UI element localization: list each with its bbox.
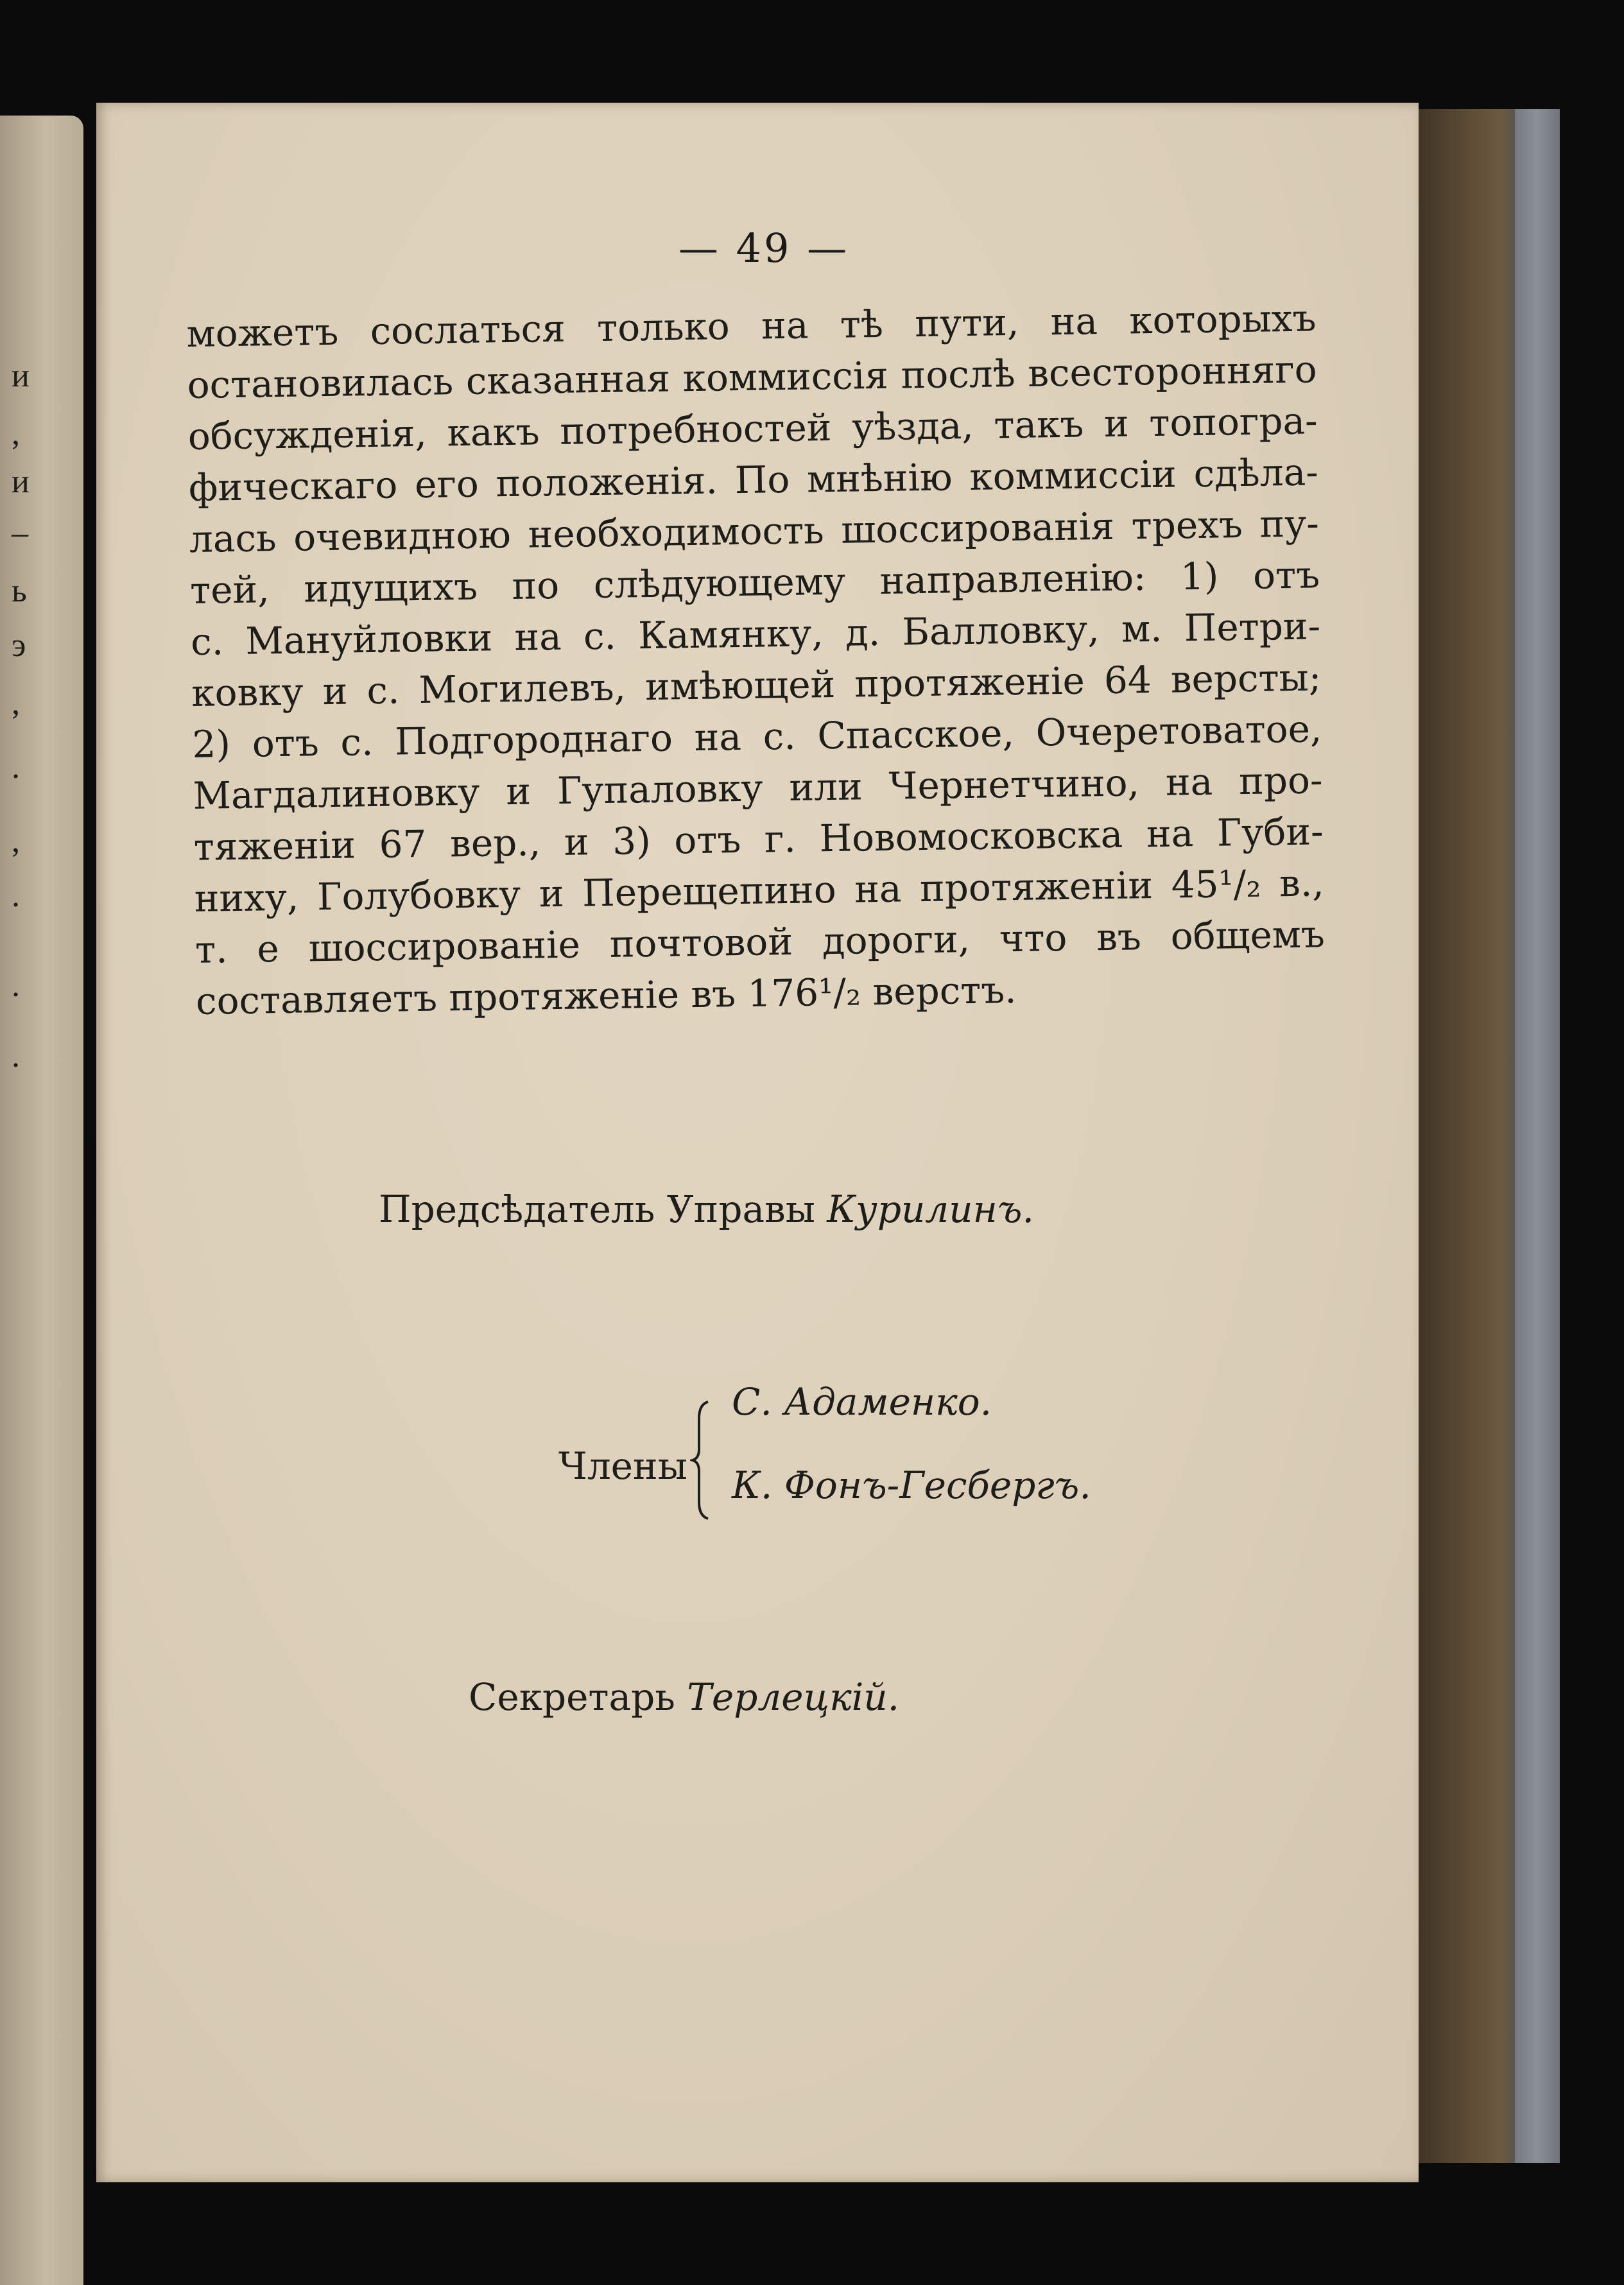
page-number: — 49 — bbox=[678, 225, 850, 272]
previous-page-text-fragment: э bbox=[12, 627, 26, 664]
previous-page-text-fragment: и bbox=[12, 358, 30, 394]
previous-page-edge bbox=[0, 116, 83, 2285]
previous-page-text-fragment: . bbox=[12, 967, 20, 1004]
secretary-signature bbox=[469, 1675, 899, 1719]
text-line: ковку и с. Могилевъ, имѣющей протяженіе 64 версты; bbox=[191, 655, 1322, 715]
text-line: тяженіи 67 вер., и 3) отъ г. Новомосковска на Губи- bbox=[193, 809, 1324, 869]
book-cover-edge bbox=[1515, 109, 1560, 2163]
text-line: лась очевидною необходимость шоссированія трехъ пу- bbox=[189, 501, 1320, 561]
text-line: остановилась сказанная коммиссія послѣ всесторонняго bbox=[187, 347, 1317, 407]
text-line: с. Мануйловки на с. Камянку, д. Балловку, м. Петри- bbox=[190, 604, 1321, 664]
chairman-name: Курилинъ. bbox=[827, 1187, 1034, 1231]
previous-page-text-fragment: и bbox=[12, 463, 30, 500]
book-page bbox=[96, 103, 1419, 2182]
secretary-name: Терлецкій. bbox=[687, 1675, 900, 1719]
member-name: К. Фонъ-Гесбергъ. bbox=[732, 1463, 1091, 1507]
curly-brace-icon bbox=[690, 1399, 716, 1521]
text-line: 2) отъ с. Подгороднаго на с. Спасское, Очеретоватое, bbox=[192, 707, 1322, 766]
body-paragraph bbox=[186, 292, 1326, 1026]
text-line: ниху, Голубовку и Перещепино на протяженіи 45¹/₂ в., bbox=[194, 861, 1325, 920]
previous-page-text-fragment: , bbox=[12, 415, 20, 452]
previous-page-text-fragment: . bbox=[12, 1038, 20, 1074]
book-page-edges bbox=[1412, 109, 1560, 2163]
text-line: Магдалиновку и Гупаловку или Чернетчино, на про- bbox=[193, 758, 1323, 818]
text-line: фическаго его положенія. По мнѣнію коммиссіи сдѣла- bbox=[188, 450, 1319, 510]
text-line: обсужденія, какъ потребностей уѣзда, такъ и топогра- bbox=[187, 399, 1318, 458]
chairman-title: Предсѣдатель Управы bbox=[379, 1187, 815, 1231]
previous-page-text-fragment: . bbox=[12, 877, 20, 914]
text-line: составляетъ протяженіе въ 176¹/₂ верстъ. bbox=[195, 968, 1017, 1023]
chairman-signature bbox=[379, 1187, 1034, 1231]
text-line: тей, идущихъ по слѣдующему направленію: 1) отъ bbox=[189, 553, 1320, 612]
previous-page-text-fragment: ь bbox=[12, 573, 27, 609]
previous-page-text-fragment: , bbox=[12, 685, 20, 721]
secretary-title: Секретарь bbox=[469, 1675, 675, 1719]
members-label: Члены bbox=[558, 1444, 687, 1488]
text-line: можетъ сослаться только на тѣ пути, на которыхъ bbox=[186, 296, 1317, 356]
previous-page-text-fragment: – bbox=[12, 515, 28, 551]
previous-page-text-fragment: , bbox=[12, 823, 20, 859]
member-name: С. Адаменко. bbox=[732, 1380, 992, 1424]
text-line: т. е шоссированіе почтовой дороги, что въ общемъ bbox=[194, 912, 1326, 972]
previous-page-text-fragment: . bbox=[12, 749, 20, 786]
